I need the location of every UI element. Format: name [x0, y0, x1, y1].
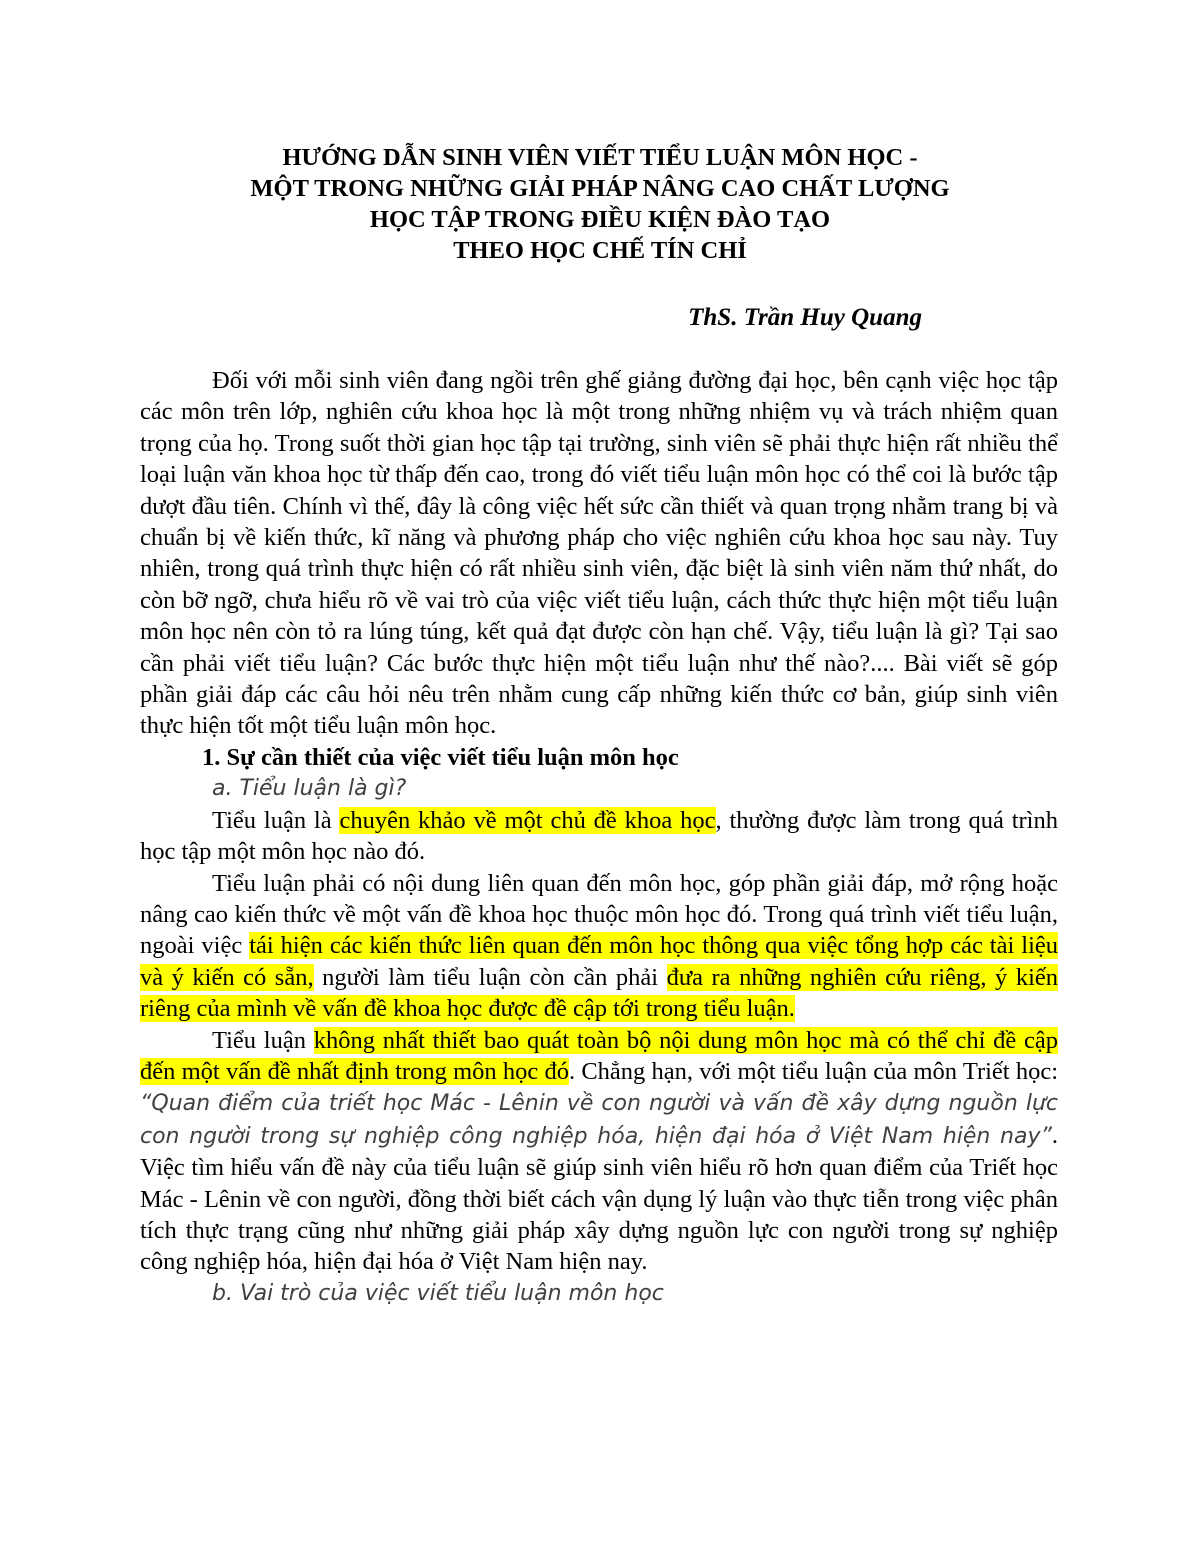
- text-run: Tiểu luận: [212, 1026, 314, 1054]
- text-run: Tiểu luận phải có nội dung liên quan đến môn học, góp phần giải đáp, mở rộng hoặc nâng cao kiến thức về một vấn đề khoa học thuộc môn học đó. Trong quá trình viết tiểu luận, ngoài việc: [140, 869, 1058, 960]
- subsection-heading-b: b. Vai trò của việc viết tiểu luận môn học: [212, 1280, 664, 1306]
- highlighted-text: đưa ra những nghiên cứu riêng, ý kiến riêng của mình về vấn đề khoa học được đề cập tới trong tiểu luận.: [140, 963, 1058, 1023]
- highlighted-text: tái hiện các kiến thức liên quan đến môn học thông qua việc tổng hợp các tài liệu và ý kiến có sẵn,: [140, 932, 1058, 991]
- subsection-heading-a: a. Tiểu luận là gì?: [212, 776, 407, 802]
- paragraph-scope: [140, 1025, 1058, 1278]
- quoted-title: “Quan điểm của triết học Mác - Lênin về con người và vấn đề xây dựng nguồn lực con người trong sự nghiệp công nghiệp hóa, hiện đại hóa ở Việt Nam hiện nay”: [140, 1091, 1058, 1149]
- intro-paragraph: Đối với mỗi sinh viên đang ngồi trên ghế giảng đường đại học, bên cạnh việc học tập các môn trên lớp, nghiên cứu khoa học là một trong những nhiệm vụ và trách nhiệm quan trọng của họ. Trong suốt thời gian học tập tại trường, sinh viên sẽ phải thực hiện rất nhiều thể loại luận văn khoa học từ thấp đến cao, trong đó viết tiểu luận môn học có thể coi là bước tập dượt đầu tiên. Chính vì thế, đây là công việc hết sức cần thiết và quan trọng nhằm trang bị và chuẩn bị về kiến thức, kĩ năng và phương pháp cho việc nghiên cứu khoa học sau này. Tuy nhiên, trong quá trình thực hiện có rất nhiều sinh viên, đặc biệt là sinh viên năm thứ nhất, do còn bỡ ngỡ, chưa hiểu rõ về vai trò của việc viết tiểu luận, cách thức thực hiện một tiểu luận môn học nên còn tỏ ra lúng túng, kết quả đạt được còn hạn chế. Vậy, tiểu luận là gì? Tại sao cần phải viết tiểu luận? Các bước thực hiện một tiểu luận như thế nào?.... Bài viết sẽ góp phần giải đáp các câu hỏi nêu trên nhằm cung cấp những kiến thức cơ bản, giúp sinh viên thực hiện tốt một tiểu luận môn học.: [140, 367, 1058, 740]
- paragraph-definition: [140, 805, 1058, 868]
- highlighted-text: chuyên khảo về một chủ đề khoa học: [339, 806, 716, 834]
- title-line: THEO HỌC CHẾ TÍN CHỈ: [453, 237, 747, 264]
- text-run: người làm tiểu luận còn cần phải: [313, 963, 667, 991]
- document-body: [140, 365, 1058, 1309]
- title-line: HƯỚNG DẪN SINH VIÊN VIẾT TIỂU LUẬN MÔN HỌC -: [282, 144, 918, 171]
- title-line: HỌC TẬP TRONG ĐIỀU KIỆN ĐÀO TẠO: [369, 206, 831, 233]
- section-heading: 1. Sự cần thiết của việc viết tiểu luận môn học: [202, 743, 679, 771]
- text-run: . Việc tìm hiểu vấn đề này của tiểu luận sẽ giúp sinh viên hiểu rõ hơn quan điểm của Triết học Mác - Lênin về con người, đồng thời biết cách vận dụng lý luận vào thực tiễn trong việc phân tích thực trạng cũng như những giải pháp xây dựng nguồn lực con người trong sự nghiệp công nghiệp hóa, hiện đại hóa ở Việt Nam hiện nay.: [140, 1121, 1058, 1276]
- author-name: ThS. Trần Huy Quang: [688, 304, 922, 331]
- paragraph-content: [140, 868, 1058, 1025]
- title-line: MỘT TRONG NHỮNG GIẢI PHÁP NÂNG CAO CHẤT LƯỢNG: [250, 175, 950, 202]
- document-title: [140, 142, 1060, 266]
- text-run: . Chẳng hạn, với một tiểu luận của môn Triết học:: [568, 1057, 1059, 1085]
- highlighted-text: không nhất thiết bao quát toàn bộ nội dung môn học mà có thể chỉ đề cập đến một vấn đề nhất định trong môn học đó: [140, 1026, 1058, 1085]
- text-run: Tiểu luận là: [212, 806, 340, 834]
- text-run: , thường được làm trong quá trình học tập một môn học nào đó.: [140, 806, 1058, 866]
